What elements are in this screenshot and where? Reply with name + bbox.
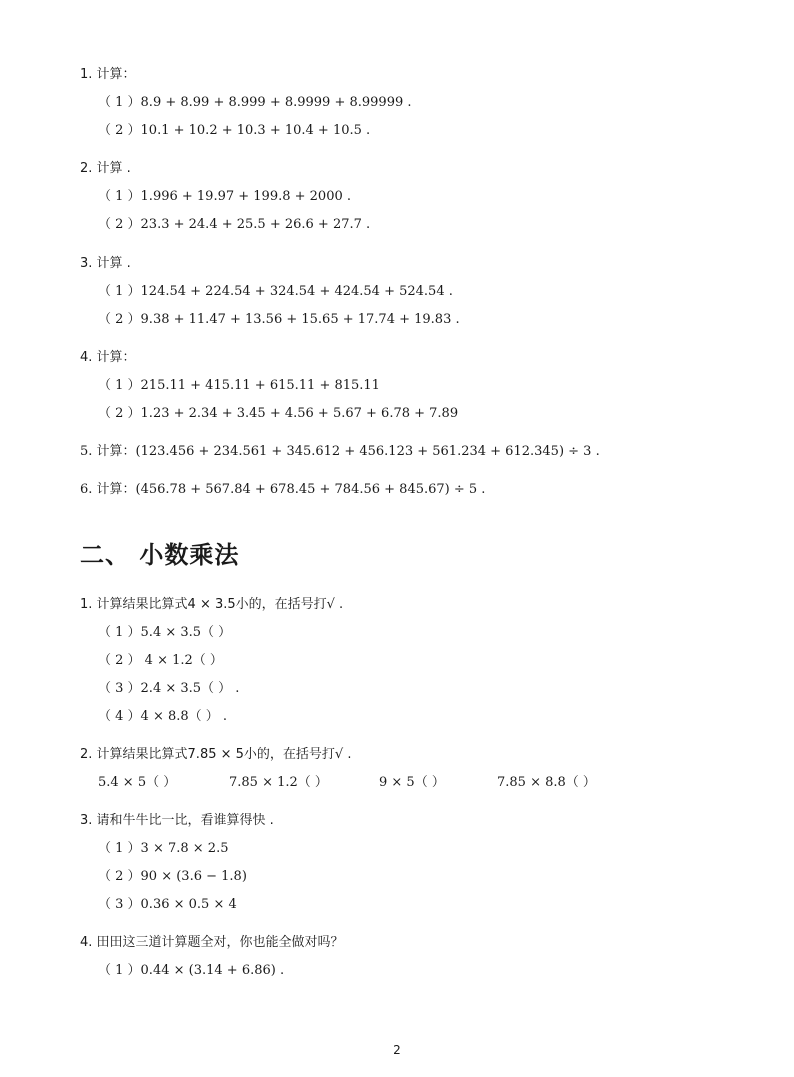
s2-question-3-title: 3. 请和牛牛比一比，看谁算得快 . <box>80 813 274 828</box>
s2-question-1-title: 1. 计算结果比算式4 × 3.5小的，在括号打√ . <box>80 597 344 612</box>
option-item: 7.85 × 8.8（ ） <box>497 775 596 790</box>
question-2-sub-2: （ 2 ）23.3 + 24.4 + 25.5 + 26.6 + 27.7 . <box>98 217 371 232</box>
question-3-title: 3. 计算 . <box>80 256 131 271</box>
question-2-title: 2. 计算 . <box>80 161 131 176</box>
question-2-sub-1: （ 1 ）1.996 + 19.97 + 199.8 + 2000 . <box>98 189 352 204</box>
s2-question-1-sub-2: （ 2 ） 4 × 1.2（ ） <box>98 653 223 668</box>
s2-question-1-sub-1: （ 1 ）5.4 × 3.5（ ） <box>98 625 232 640</box>
option-item: 5.4 × 5（ ） <box>98 775 177 790</box>
page-number: 2 <box>393 1043 401 1057</box>
s2-question-1-sub-4: （ 4 ）4 × 8.8（ ） . <box>98 709 228 724</box>
s2-question-1-sub-3: （ 3 ）2.4 × 3.5（ ） . <box>98 681 240 696</box>
s2-question-4-sub-1: （ 1 ）0.44 × (3.14 + 6.86) . <box>98 963 285 978</box>
section-heading: 二、 小数乘法 <box>80 541 240 569</box>
question-4-sub-2: （ 2 ）1.23 + 2.34 + 3.45 + 4.56 + 5.67 + 6.78 + 7.89 <box>98 406 459 421</box>
option-item: 9 × 5（ ） <box>379 775 445 790</box>
question-5: 5. 计算：(123.456 + 234.561 + 345.612 + 456.123 + 561.234 + 612.345) ÷ 3 . <box>80 444 600 459</box>
question-1-sub-2: （ 2 ）10.1 + 10.2 + 10.3 + 10.4 + 10.5 . <box>98 123 371 138</box>
s2-question-3-sub-1: （ 1 ）3 × 7.8 × 2.5 <box>98 841 229 856</box>
option-item: 7.85 × 1.2（ ） <box>229 775 328 790</box>
s2-question-2-title: 2. 计算结果比算式7.85 × 5小的，在括号打√ . <box>80 747 352 762</box>
s2-question-4-title: 4. 田田这三道计算题全对，你也能全做对吗？ <box>80 935 344 950</box>
question-3-sub-2: （ 2 ）9.38 + 11.47 + 13.56 + 15.65 + 17.74 + 19.83 . <box>98 312 460 327</box>
question-3-sub-1: （ 1 ）124.54 + 224.54 + 324.54 + 424.54 + 524.54 . <box>98 284 453 299</box>
question-4-sub-1: （ 1 ）215.11 + 415.11 + 615.11 + 815.11 <box>98 378 380 393</box>
question-6: 6. 计算：(456.78 + 567.84 + 678.45 + 784.56 + 845.67) ÷ 5 . <box>80 482 486 497</box>
s2-question-3-sub-2: （ 2 ）90 × (3.6 − 1.8) <box>98 869 247 884</box>
question-4-title: 4. 计算： <box>80 350 136 365</box>
question-1-title: 1. 计算： <box>80 67 136 82</box>
s2-question-3-sub-3: （ 3 ）0.36 × 0.5 × 4 <box>98 897 237 912</box>
question-1-sub-1: （ 1 ）8.9 + 8.99 + 8.999 + 8.9999 + 8.99999 . <box>98 95 412 110</box>
